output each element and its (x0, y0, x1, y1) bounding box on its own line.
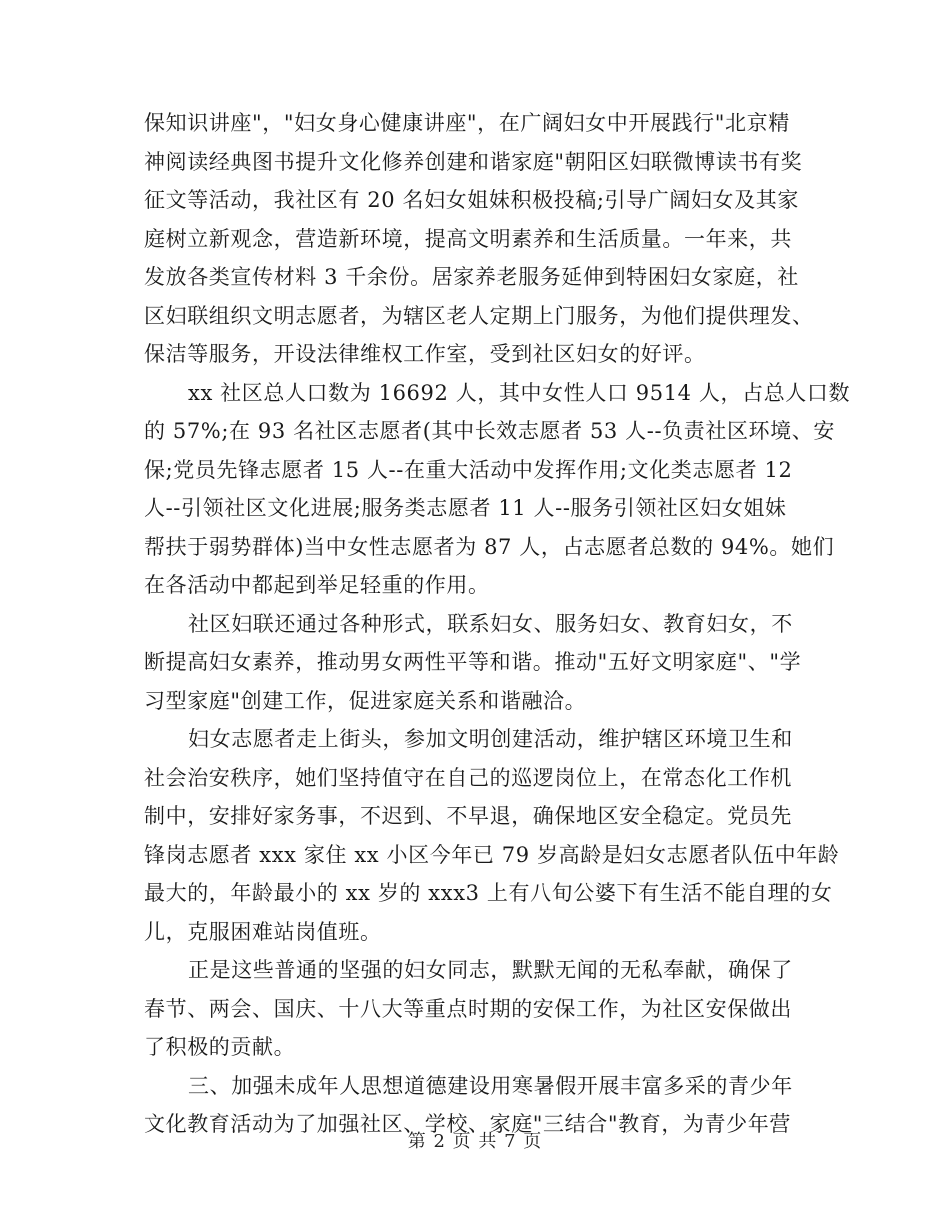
page-number-footer: 第 2 页 共 7 页 (407, 1131, 543, 1152)
text-line: 习型家庭"创建工作，促进家庭关系和谐融洽。 (144, 688, 587, 713)
text-line: 保知识讲座"，"妇女身心健康讲座"，在广阔妇女中开展践行"北京精 (144, 111, 790, 135)
paragraph-5 (144, 951, 812, 1067)
paragraph-1 (144, 104, 812, 374)
paragraph-4 (144, 720, 840, 951)
text-line: 帮扶于弱势群体)当中女性志愿者为 87 人，占志愿者总数的 94%。她们 (144, 534, 835, 559)
text-line: 保;党员先锋志愿者 15 人--在重大活动中发挥作用;文化类志愿者 12 (144, 457, 793, 482)
text-line: 庭树立新观念，营造新环境，提高文明素养和生活质量。一年来，共 (144, 226, 792, 251)
text-line: 的 57%;在 93 名社区志愿者(其中长效志愿者 53 人--负责社区环境、安 (144, 419, 835, 443)
text-line: 断提高妇女素养，推动男女两性平等和谐。推动"五好文明家庭"、"学 (144, 650, 802, 674)
text-line: 区妇联组织文明志愿者，为辖区老人定期上门服务，为他们提供理发、 (144, 303, 814, 328)
text-line: 制中，安排好家务事，不迟到、不早退，确保地区安全稳定。党员先 (144, 804, 792, 828)
text-line: 神阅读经典图书提升文化修养创建和谐家庭"朝阳区妇联微博读书有奖 (144, 149, 803, 174)
text-line: 征文等活动，我社区有 20 名妇女姐妹积极投稿;引导广阔妇女及其家 (144, 188, 799, 212)
text-line: 社会治安秩序，她们坚持值守在自己的巡逻岗位上，在常态化工作机 (144, 765, 792, 790)
text-line: 正是这些普通的坚强的妇女同志，默默无闻的无私奉献，确保了 (188, 958, 793, 982)
document-body (144, 104, 851, 1144)
text-line: 在各活动中都起到举足轻重的作用。 (144, 573, 490, 597)
text-line: 保洁等服务，开设法律维权工作室，受到社区妇女的好评。 (144, 342, 706, 366)
text-line: 文化教育活动为了加强社区、学校、家庭"三结合"教育，为青少年营 (144, 1112, 791, 1136)
text-line: 锋岗志愿者 xxx 家住 xx 小区今年已 79 岁高龄是妇女志愿者队伍中年龄 (144, 842, 840, 867)
text-line: 儿，克服困难站岗值班。 (144, 919, 382, 944)
text-line: 人--引领社区文化进展;服务类志愿者 11 人--服务引领社区妇女姐妹 (144, 496, 787, 520)
text-line: 三、加强未成年人思想道德建设用寒暑假开展丰富多采的青少年 (188, 1073, 793, 1098)
text-line: 社区妇联还通过各种形式，联系妇女、服务妇女、教育妇女，不 (188, 611, 793, 636)
text-line: 了积极的贡献。 (144, 1035, 296, 1059)
paragraph-3 (144, 605, 812, 721)
text-line: 最大的，年龄最小的 xx 岁的 xxx3 上有八旬公婆下有生活不能自理的女 (144, 881, 833, 905)
text-line: 春节、两会、国庆、十八大等重点时期的安保工作，为社区安保做出 (144, 996, 792, 1021)
paragraph-2 (144, 374, 851, 605)
text-line: 发放各类宣传材料 3 千余份。居家养老服务延伸到特困妇女家庭，社 (144, 265, 799, 289)
text-line: 妇女志愿者走上街头，参加文明创建活动，维护辖区环境卫生和 (188, 727, 793, 751)
text-line: xx 社区总人口数为 16692 人，其中女性人口 9514 人，占总人口数 (188, 380, 851, 405)
